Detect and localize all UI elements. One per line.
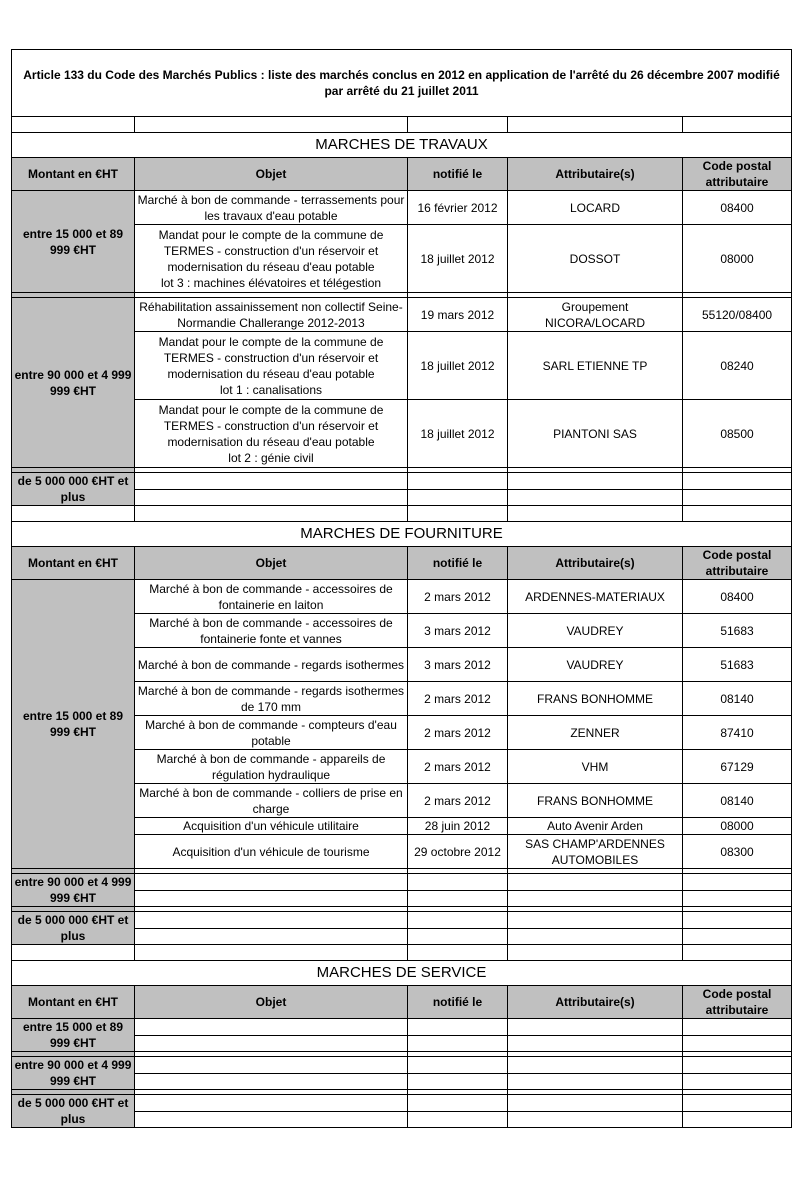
table-row: Marché à bon de commande - colliers de prise en charge 2 mars 2012 FRANS BONHOMME 08140 <box>12 784 792 818</box>
range-label: entre 15 000 et 89 999 €HT <box>12 191 135 293</box>
table-row: Acquisition d'un véhicule utilitaire 28 juin 2012 Auto Avenir Arden 08000 <box>12 818 792 835</box>
table-row: entre 90 000 et 4 999 999 €HT Réhabilitation assainissement non collectif Seine-Normandie Challerange 2012-2013 19 mars 2012 Groupement NICORA/LOCARD 55120/08400 <box>12 298 792 332</box>
table-row: entre 15 000 et 89 999 €HT Marché à bon de commande - terrassements pour les travaux d'eau potable 16 février 2012 LOCARD 08400 <box>12 191 792 225</box>
table-row: Mandat pour le compte de la commune de TERMES - construction d'un réservoir et modernisation du réseau d'eau potable lot 2 : génie civil 18 juillet 2012 PIANTONI SAS 08500 <box>12 400 792 468</box>
range-label: entre 15 000 et 89 999 €HT <box>12 1019 135 1052</box>
range-label: de 5 000 000 €HT et plus <box>12 1095 135 1128</box>
header-code-postal: Code postal attributaire <box>683 158 792 191</box>
header-montant: Montant en €HT <box>12 158 135 191</box>
header-objet: Objet <box>135 986 408 1019</box>
header-objet: Objet <box>135 158 408 191</box>
section-title-service: MARCHES DE SERVICE <box>12 961 792 986</box>
range-label: entre 90 000 et 4 999 999 €HT <box>12 874 135 907</box>
marches-table <box>11 49 792 1128</box>
header-attributaire: Attributaire(s) <box>508 158 683 191</box>
table-row: Mandat pour le compte de la commune de TERMES - construction d'un réservoir et modernisation du réseau d'eau potable lot 1 : canalisations 18 juillet 2012 SARL ETIENNE TP 08240 <box>12 332 792 400</box>
section-title-fourniture: MARCHES DE FOURNITURE <box>12 522 792 547</box>
header-objet: Objet <box>135 547 408 580</box>
document-title: Article 133 du Code des Marchés Publics : liste des marchés conclus en 2012 en application de l'arrêté du 26 décembre 2007 modifié par arrêté du 21 juillet 2011 <box>12 50 792 117</box>
table-row: Mandat pour le compte de la commune de TERMES - construction d'un réservoir et modernisation du réseau d'eau potable lot 3 : machines élévatoires et télégestion 18 juillet 2012 DOSSOT 08000 <box>12 225 792 293</box>
range-label: entre 15 000 et 89 999 €HT <box>12 580 135 869</box>
range-label: de 5 000 000 €HT et plus <box>12 473 135 506</box>
header-code-postal: Code postal attributaire <box>683 986 792 1019</box>
range-label: entre 90 000 et 4 999 999 €HT <box>12 1057 135 1090</box>
header-attributaire: Attributaire(s) <box>508 547 683 580</box>
header-attributaire: Attributaire(s) <box>508 986 683 1019</box>
table-row: Marché à bon de commande - accessoires de fontainerie fonte et vannes 3 mars 2012 VAUDREY 51683 <box>12 614 792 648</box>
table-row: Marché à bon de commande - regards isothermes 3 mars 2012 VAUDREY 51683 <box>12 648 792 682</box>
header-montant: Montant en €HT <box>12 986 135 1019</box>
document <box>11 49 791 1128</box>
header-notifie: notifié le <box>408 986 508 1019</box>
header-notifie: notifié le <box>408 158 508 191</box>
table-row: Marché à bon de commande - compteurs d'eau potable 2 mars 2012 ZENNER 87410 <box>12 716 792 750</box>
header-code-postal: Code postal attributaire <box>683 547 792 580</box>
table-row: entre 15 000 et 89 999 €HT Marché à bon de commande - accessoires de fontainerie en laiton 2 mars 2012 ARDENNES-MATERIAUX 08400 <box>12 580 792 614</box>
section-title-travaux: MARCHES DE TRAVAUX <box>12 133 792 158</box>
header-notifie: notifié le <box>408 547 508 580</box>
header-montant: Montant en €HT <box>12 547 135 580</box>
range-label: de 5 000 000 €HT et plus <box>12 912 135 945</box>
table-row: Acquisition d'un véhicule de tourisme 29 octobre 2012 SAS CHAMP'ARDENNES AUTOMOBILES 08300 <box>12 835 792 869</box>
range-label: entre 90 000 et 4 999 999 €HT <box>12 298 135 468</box>
table-row: Marché à bon de commande - regards isothermes de 170 mm 2 mars 2012 FRANS BONHOMME 08140 <box>12 682 792 716</box>
table-row: Marché à bon de commande - appareils de régulation hydraulique 2 mars 2012 VHM 67129 <box>12 750 792 784</box>
